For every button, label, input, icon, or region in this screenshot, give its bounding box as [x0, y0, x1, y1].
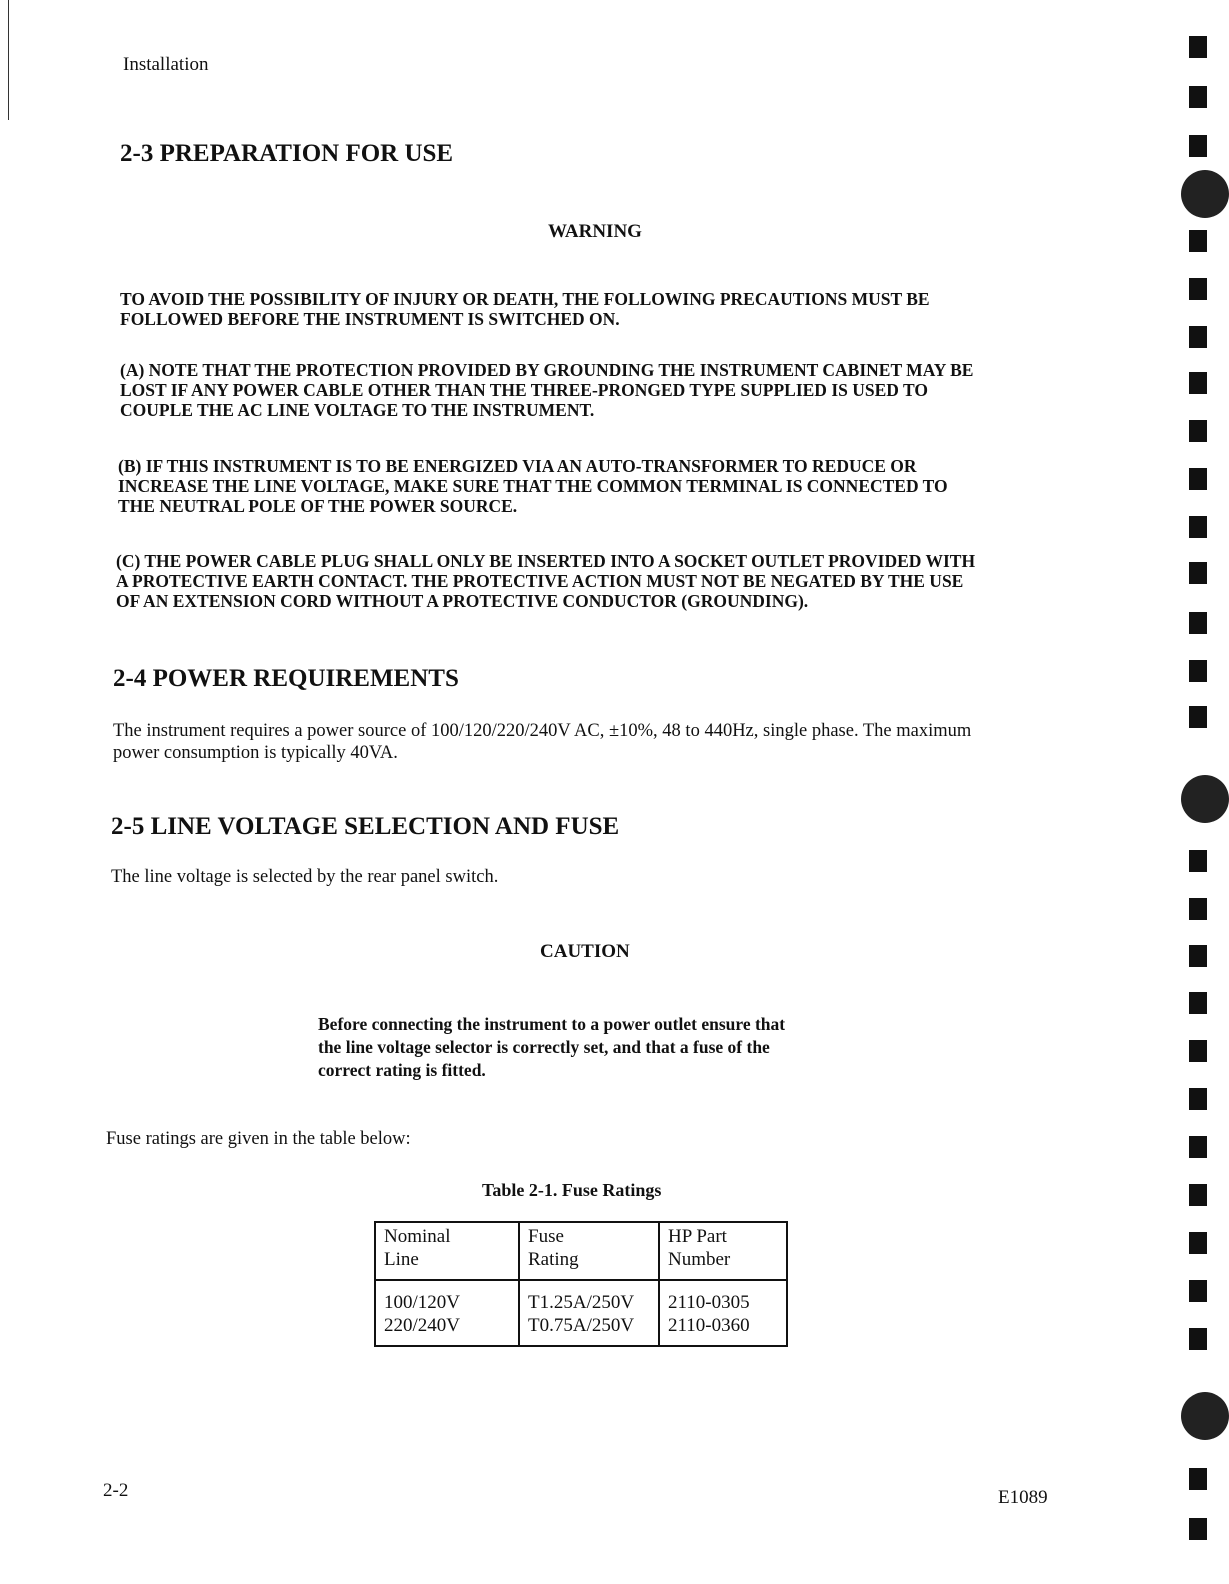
- punch-hole: [1189, 36, 1207, 58]
- punch-hole: [1189, 612, 1207, 634]
- text-line: INCREASE THE LINE VOLTAGE, MAKE SURE THAT THE COMMON TERMINAL IS CONNECTED TO: [118, 476, 948, 496]
- table-cell: 2110-0305: [668, 1292, 750, 1313]
- warning-title: WARNING: [548, 221, 642, 242]
- punch-hole: [1189, 850, 1207, 872]
- section-2-3-heading: 2-3 PREPARATION FOR USE: [120, 140, 454, 167]
- table-cell: 220/240V: [384, 1315, 460, 1336]
- cell-fuse-rating: [519, 1280, 659, 1346]
- header-text: Fuse: [528, 1226, 564, 1247]
- punch-hole: [1189, 660, 1207, 682]
- caution-text: [318, 1013, 858, 1082]
- ring-hole: [1181, 170, 1229, 218]
- punch-hole: [1189, 1468, 1207, 1490]
- text-line: The instrument requires a power source of 100/120/220/240V AC, ±10%, 48 to 440Hz, single phase. The maximum: [113, 721, 972, 741]
- punch-hole: [1189, 468, 1207, 490]
- text-line: COUPLE THE AC LINE VOLTAGE TO THE INSTRUMENT.: [120, 400, 595, 420]
- punch-hole: [1189, 86, 1207, 108]
- punch-hole: [1189, 1232, 1207, 1254]
- text-line: Before connecting the instrument to a power outlet ensure that: [318, 1014, 786, 1034]
- header-fuse-rating: [519, 1222, 659, 1280]
- punch-hole: [1189, 562, 1207, 584]
- cell-nominal-line: [375, 1280, 519, 1346]
- binding-holes: [1169, 0, 1229, 1584]
- document-code: E1089: [998, 1487, 1048, 1508]
- header-text: Nominal: [384, 1226, 451, 1247]
- punch-hole: [1189, 898, 1207, 920]
- punch-hole: [1189, 1136, 1207, 1158]
- text-line: (B) IF THIS INSTRUMENT IS TO BE ENERGIZED VIA AN AUTO-TRANSFORMER TO REDUCE OR: [118, 456, 917, 476]
- text-line: LOST IF ANY POWER CABLE OTHER THAN THE THREE-PRONGED TYPE SUPPLIED IS USED TO: [120, 380, 928, 400]
- text-line: TO AVOID THE POSSIBILITY OF INJURY OR DEATH, THE FOLLOWING PRECAUTIONS MUST BE: [120, 289, 930, 309]
- punch-hole: [1189, 230, 1207, 252]
- cell-hp-part-number: [659, 1280, 787, 1346]
- left-margin-line: [8, 0, 9, 120]
- text-line: OF AN EXTENSION CORD WITHOUT A PROTECTIVE CONDUCTOR (GROUNDING).: [116, 591, 809, 611]
- table-header-row: [375, 1222, 787, 1280]
- section-2-4-heading: 2-4 POWER REQUIREMENTS: [113, 665, 459, 692]
- punch-hole: [1189, 1088, 1207, 1110]
- page-number: 2-2: [103, 1480, 129, 1501]
- punch-hole: [1189, 1280, 1207, 1302]
- precaution-c: [116, 551, 1056, 611]
- punch-hole: [1189, 1328, 1207, 1350]
- header-text: Line: [384, 1249, 419, 1270]
- table-cell: T1.25A/250V: [528, 1292, 635, 1313]
- header-hp-part-number: [659, 1222, 787, 1280]
- punch-hole: [1189, 372, 1207, 394]
- punch-hole: [1189, 1040, 1207, 1062]
- ring-hole: [1181, 1392, 1229, 1440]
- text-line: FOLLOWED BEFORE THE INSTRUMENT IS SWITCHED ON.: [120, 309, 620, 329]
- table-cell: 2110-0360: [668, 1315, 750, 1336]
- text-line: power consumption is typically 40VA.: [113, 743, 398, 763]
- punch-hole: [1189, 1518, 1207, 1540]
- text-line: the line voltage selector is correctly set, and that a fuse of the: [318, 1037, 770, 1057]
- punch-hole: [1189, 945, 1207, 967]
- punch-hole: [1189, 516, 1207, 538]
- table-cell: 100/120V: [384, 1292, 460, 1313]
- punch-hole: [1189, 135, 1207, 157]
- fuse-ratings-table: [374, 1221, 788, 1347]
- text-line: A PROTECTIVE EARTH CONTACT. THE PROTECTIVE ACTION MUST NOT BE NEGATED BY THE USE: [116, 571, 964, 591]
- punch-hole: [1189, 278, 1207, 300]
- table-cell: T0.75A/250V: [528, 1315, 635, 1336]
- precaution-b: [118, 456, 1058, 516]
- text-line: (C) THE POWER CABLE PLUG SHALL ONLY BE INSERTED INTO A SOCKET OUTLET PROVIDED WITH: [116, 551, 976, 571]
- punch-hole: [1189, 706, 1207, 728]
- fuse-intro-text: Fuse ratings are given in the table below:: [106, 1129, 411, 1149]
- caution-title: CAUTION: [540, 941, 630, 962]
- table-caption: Table 2-1. Fuse Ratings: [482, 1180, 662, 1200]
- power-requirements-text: [113, 720, 1073, 764]
- line-voltage-text: The line voltage is selected by the rear panel switch.: [111, 867, 499, 887]
- header-text: Rating: [528, 1249, 579, 1270]
- text-line: correct rating is fitted.: [318, 1060, 486, 1080]
- section-2-5-heading: 2-5 LINE VOLTAGE SELECTION AND FUSE: [111, 813, 620, 840]
- header-text: HP Part: [668, 1226, 727, 1247]
- header-nominal-line: [375, 1222, 519, 1280]
- punch-hole: [1189, 420, 1207, 442]
- text-line: THE NEUTRAL POLE OF THE POWER SOURCE.: [118, 496, 518, 516]
- punch-hole: [1189, 1184, 1207, 1206]
- precaution-a: [120, 360, 1060, 420]
- warning-intro: [120, 289, 1060, 329]
- punch-hole: [1189, 992, 1207, 1014]
- running-header: Installation: [123, 54, 209, 75]
- ring-hole: [1181, 775, 1229, 823]
- table-body-row: [375, 1280, 787, 1346]
- punch-hole: [1189, 326, 1207, 348]
- text-line: (A) NOTE THAT THE PROTECTION PROVIDED BY GROUNDING THE INSTRUMENT CABINET MAY BE: [120, 360, 974, 380]
- header-text: Number: [668, 1249, 731, 1270]
